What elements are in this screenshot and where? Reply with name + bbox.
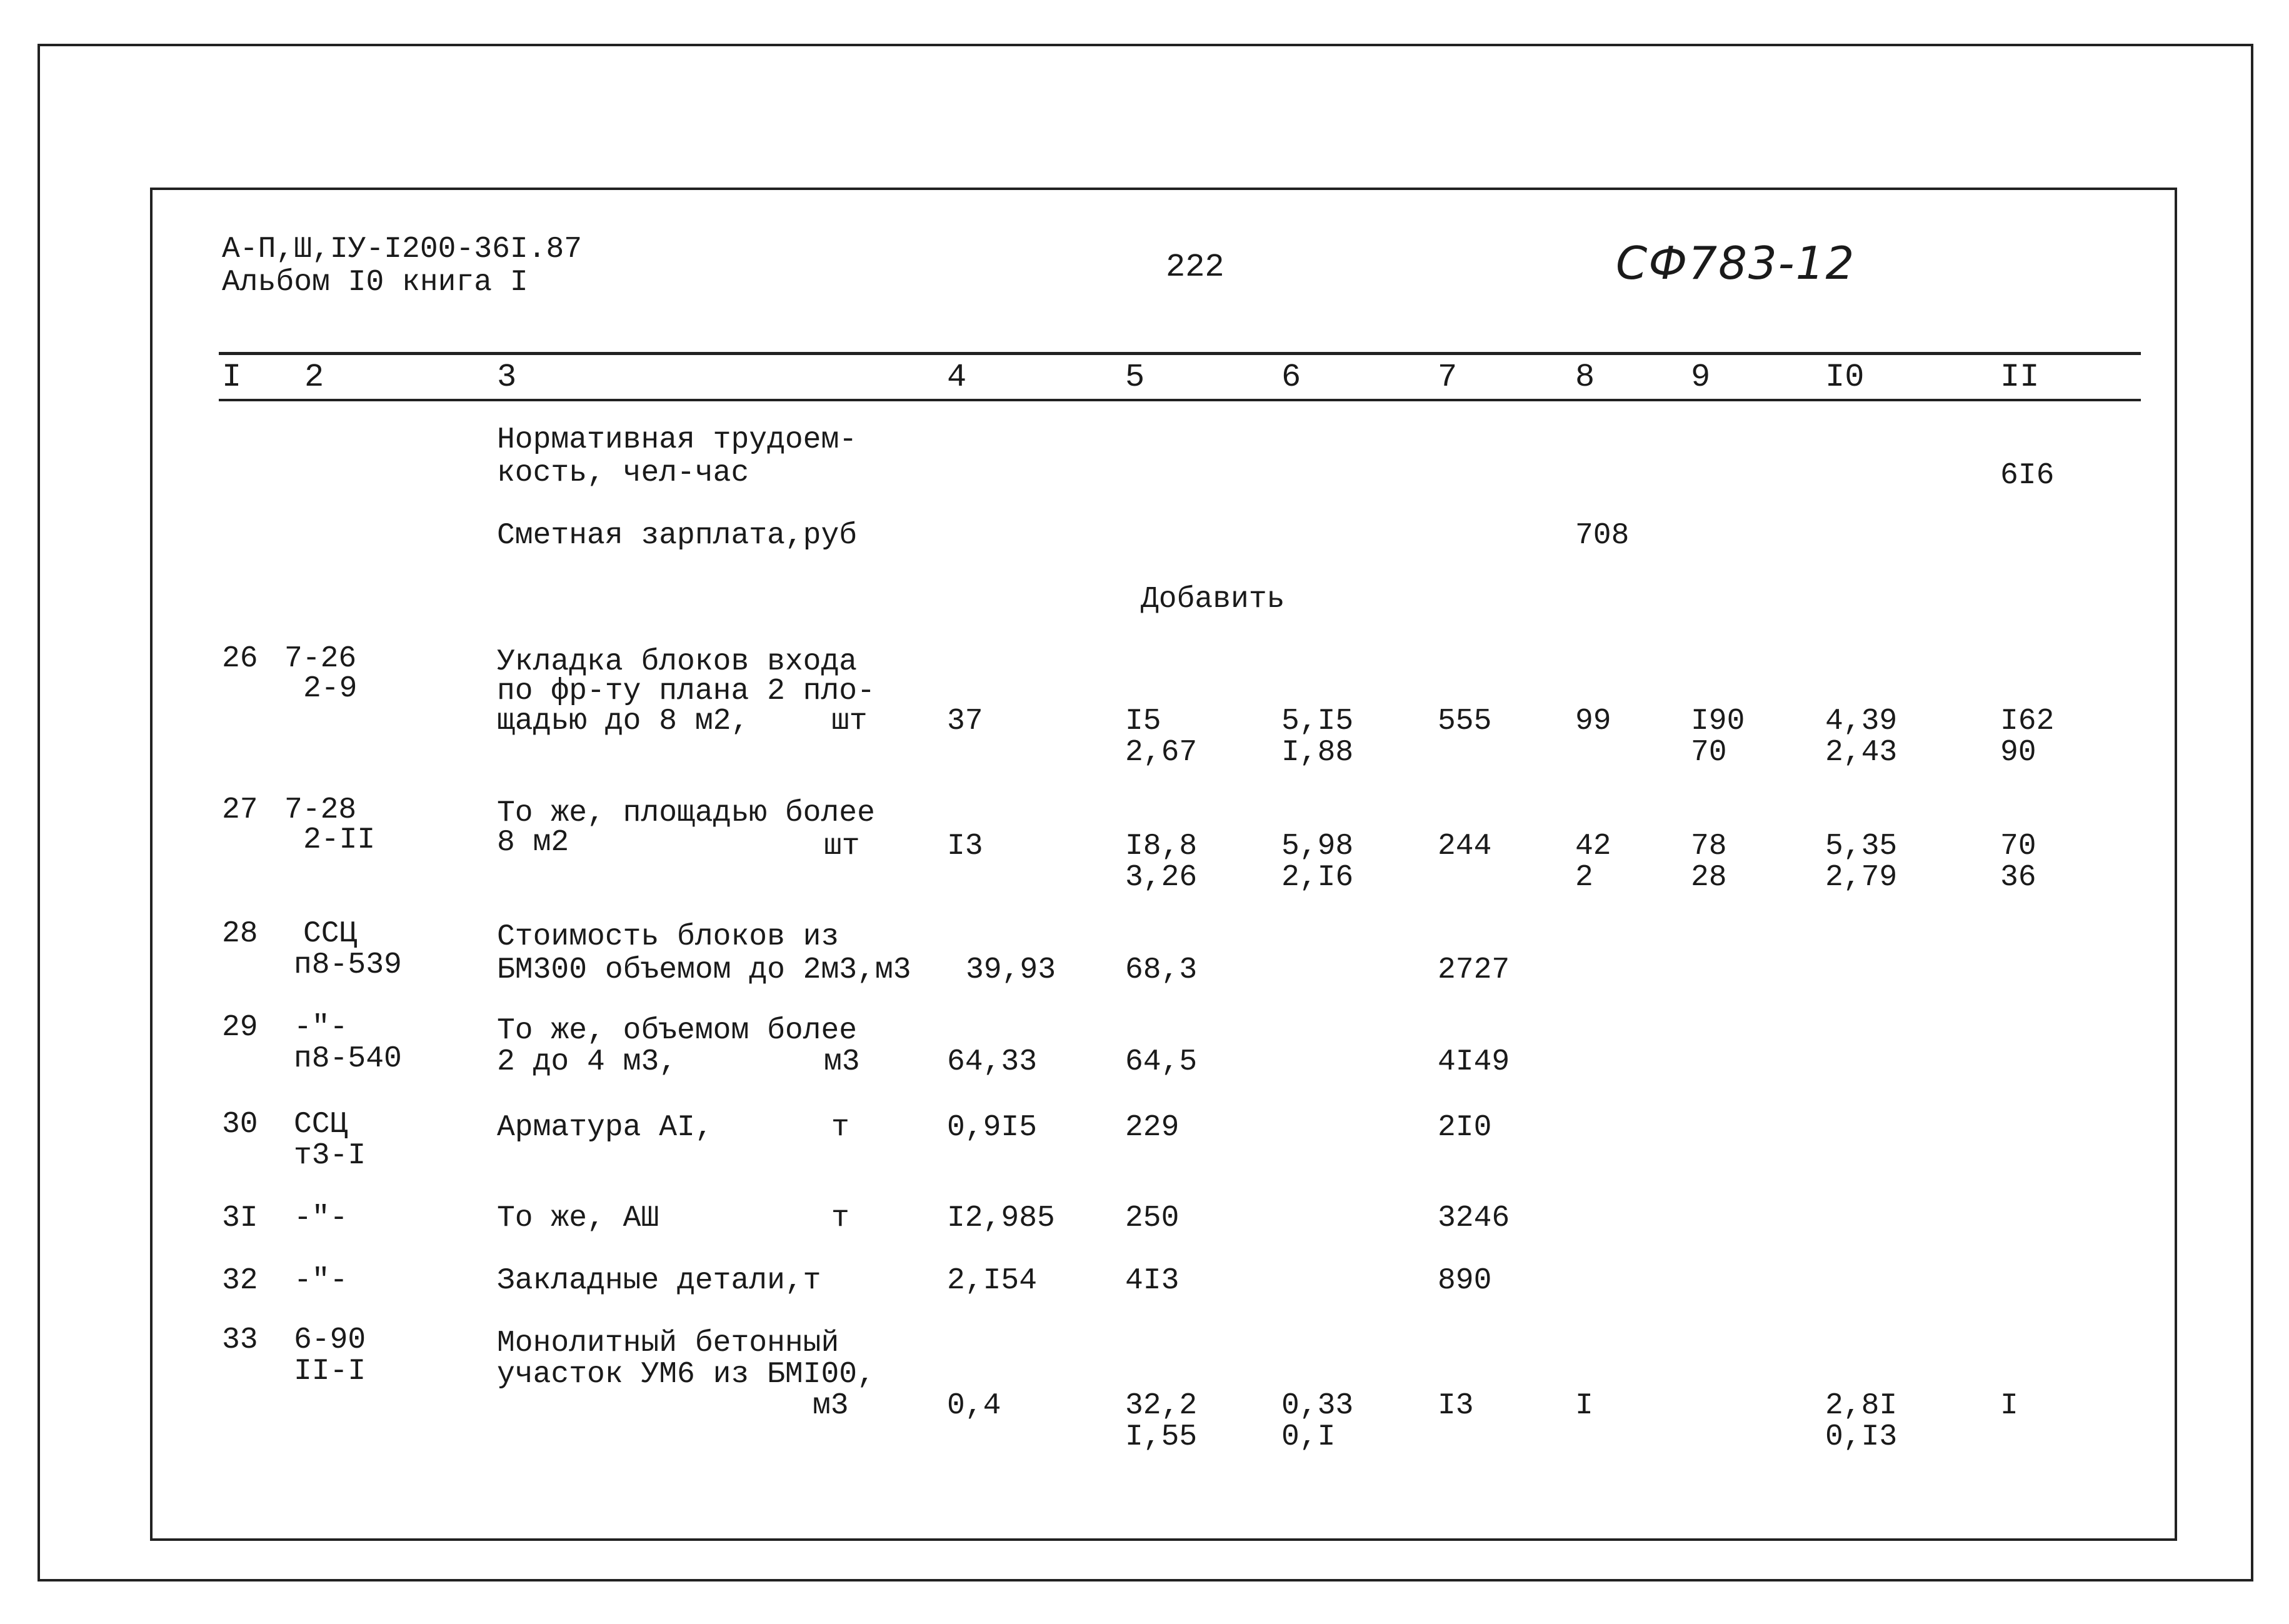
album-info: Альбом I0 книга I [222, 266, 528, 299]
col-header-2: 2 [304, 359, 324, 396]
row-27-unit: шт [824, 830, 860, 863]
row-27-c9a: 78 [1691, 830, 1727, 863]
row-29-c5a: 64,5 [1125, 1045, 1198, 1079]
row-27-c6a: 5,98 [1281, 830, 1354, 863]
row-27-c4: I3 [947, 830, 983, 863]
row-26-unit: шт [831, 704, 868, 738]
labor-label-line2: кость, чел-час [497, 456, 749, 490]
row-30-code1: ССЦ [294, 1108, 348, 1141]
row-29-desc1: То же, объемом более [497, 1014, 858, 1048]
row-28-c4: 39,93 [966, 953, 1056, 987]
row-26-c9b: 70 [1691, 736, 1727, 769]
col-header-11: II [2000, 359, 2040, 396]
labor-value: 6I6 [2000, 459, 2055, 493]
row-27-c9b: 28 [1691, 861, 1727, 895]
row-28-code1: ССЦ [303, 917, 358, 951]
row-31-c4: I2,985 [947, 1201, 1055, 1235]
row-30-unit: т [831, 1111, 849, 1145]
row-33-c6b: 0,I [1281, 1420, 1336, 1454]
row-29-desc2: 2 до 4 м3, [497, 1045, 678, 1079]
row-27-desc1: То же, площадью более [497, 796, 875, 830]
row-26-c5b: 2,67 [1125, 736, 1198, 769]
row-29-num: 29 [222, 1011, 258, 1045]
row-29-code1: -"- [294, 1011, 348, 1045]
row-31-unit: т [831, 1201, 849, 1235]
row-28-c5a: 68,3 [1125, 953, 1198, 987]
row-31-code1: -"- [294, 1201, 348, 1235]
row-31-desc1: То же, АШ [497, 1201, 659, 1235]
row-27-c11a: 70 [2000, 830, 2036, 863]
row-26-code1: 7-26 [284, 642, 357, 676]
col-header-4: 4 [947, 359, 967, 396]
row-31-c5a: 250 [1125, 1201, 1180, 1235]
row-33-c7: I3 [1438, 1389, 1474, 1423]
row-30-num: 30 [222, 1108, 258, 1141]
row-32-c5a: 4I3 [1125, 1264, 1180, 1298]
row-33-desc2: участок УМ6 из БМI00, [497, 1358, 875, 1391]
series-designation: А-П,Ш,IУ-I200-36I.87 [222, 233, 583, 266]
row-26-c9a: I90 [1691, 704, 1745, 738]
row-26-c4: 37 [947, 704, 983, 738]
row-27-c6b: 2,I6 [1281, 861, 1354, 895]
row-26-c10b: 2,43 [1825, 736, 1898, 769]
row-26-desc2: по фр-ту плана 2 пло- [497, 674, 875, 708]
header-bottom-rule [219, 399, 2141, 401]
row-33-c4: 0,4 [947, 1389, 1001, 1423]
row-26-c10a: 4,39 [1825, 704, 1898, 738]
labor-label-line1: Нормативная трудоем- [497, 423, 858, 457]
col-header-10: I0 [1825, 359, 1865, 396]
row-26-c11a: I62 [2000, 704, 2055, 738]
page-number: 222 [1166, 249, 1225, 286]
row-32-c7: 890 [1438, 1264, 1492, 1298]
row-33-code1: 6-90 [294, 1323, 366, 1357]
row-30-code2: т3-I [294, 1139, 366, 1173]
row-33-code2: II-I [294, 1355, 366, 1388]
row-33-c10a: 2,8I [1825, 1389, 1898, 1423]
wage-value: 708 [1575, 519, 1630, 553]
row-29-unit: м3 [824, 1045, 860, 1079]
row-26-c7: 555 [1438, 704, 1492, 738]
row-32-num: 32 [222, 1264, 258, 1298]
row-26-desc3: щадью до 8 м2, [497, 704, 749, 738]
row-30-desc1: Арматура АI, [497, 1111, 713, 1145]
row-27-c10a: 5,35 [1825, 830, 1898, 863]
col-header-9: 9 [1691, 359, 1711, 396]
row-33-c11a: I [2000, 1389, 2018, 1423]
row-32-code1: -"- [294, 1264, 348, 1298]
row-28-c7: 2727 [1438, 953, 1510, 987]
sheet-code: СФ783-12 [1616, 237, 1856, 289]
row-27-c11b: 36 [2000, 861, 2036, 895]
row-29-c4: 64,33 [947, 1045, 1038, 1079]
row-26-code2: 2-9 [303, 672, 358, 706]
row-27-desc2: 8 м2 [497, 826, 569, 860]
row-30-c4: 0,9I5 [947, 1111, 1038, 1145]
row-27-code2: 2-II [303, 823, 376, 857]
row-33-c5b: I,55 [1125, 1420, 1198, 1454]
row-27-num: 27 [222, 793, 258, 827]
row-32-desc1: Закладные детали,т [497, 1264, 821, 1298]
row-26-desc1: Укладка блоков входа [497, 645, 858, 679]
row-26-c5a: I5 [1125, 704, 1161, 738]
row-28-desc2: БМ300 объемом до 2м3,м3 [497, 953, 911, 987]
wage-label: Сметная зарплата,руб [497, 519, 858, 553]
row-28-num: 28 [222, 917, 258, 951]
row-33-c6a: 0,33 [1281, 1389, 1354, 1423]
row-26-c6a: 5,I5 [1281, 704, 1354, 738]
row-33-desc1: Монолитный бетонный [497, 1326, 839, 1360]
col-header-5: 5 [1125, 359, 1145, 396]
col-header-3: 3 [497, 359, 517, 396]
add-section-heading: Добавить [1141, 583, 1285, 616]
header-top-rule [219, 352, 2141, 355]
row-27-c8a: 42 [1575, 830, 1611, 863]
col-header-8: 8 [1575, 359, 1595, 396]
row-33-unit: м3 [813, 1389, 849, 1423]
row-28-desc1: Стоимость блоков из [497, 920, 839, 954]
col-header-1: I [222, 359, 242, 396]
row-27-c5a: I8,8 [1125, 830, 1198, 863]
row-29-code2: п8-540 [294, 1042, 402, 1076]
col-header-7: 7 [1438, 359, 1458, 396]
row-26-c11b: 90 [2000, 736, 2036, 769]
row-33-num: 33 [222, 1323, 258, 1357]
row-32-c4: 2,I54 [947, 1264, 1038, 1298]
col-header-6: 6 [1281, 359, 1301, 396]
row-27-c8b: 2 [1575, 861, 1593, 895]
row-28-code2: п8-539 [294, 948, 402, 982]
row-30-c5a: 229 [1125, 1111, 1180, 1145]
row-27-code1: 7-28 [284, 793, 357, 827]
row-26-num: 26 [222, 642, 258, 676]
row-30-c7: 2I0 [1438, 1111, 1492, 1145]
row-33-c5a: 32,2 [1125, 1389, 1198, 1423]
row-33-c8a: I [1575, 1389, 1593, 1423]
row-33-c10b: 0,I3 [1825, 1420, 1898, 1454]
row-31-num: 3I [222, 1201, 258, 1235]
row-27-c5b: 3,26 [1125, 861, 1198, 895]
row-31-c7: 3246 [1438, 1201, 1510, 1235]
row-26-c8a: 99 [1575, 704, 1611, 738]
row-26-c6b: I,88 [1281, 736, 1354, 769]
row-27-c7: 244 [1438, 830, 1492, 863]
row-29-c7: 4I49 [1438, 1045, 1510, 1079]
row-27-c10b: 2,79 [1825, 861, 1898, 895]
